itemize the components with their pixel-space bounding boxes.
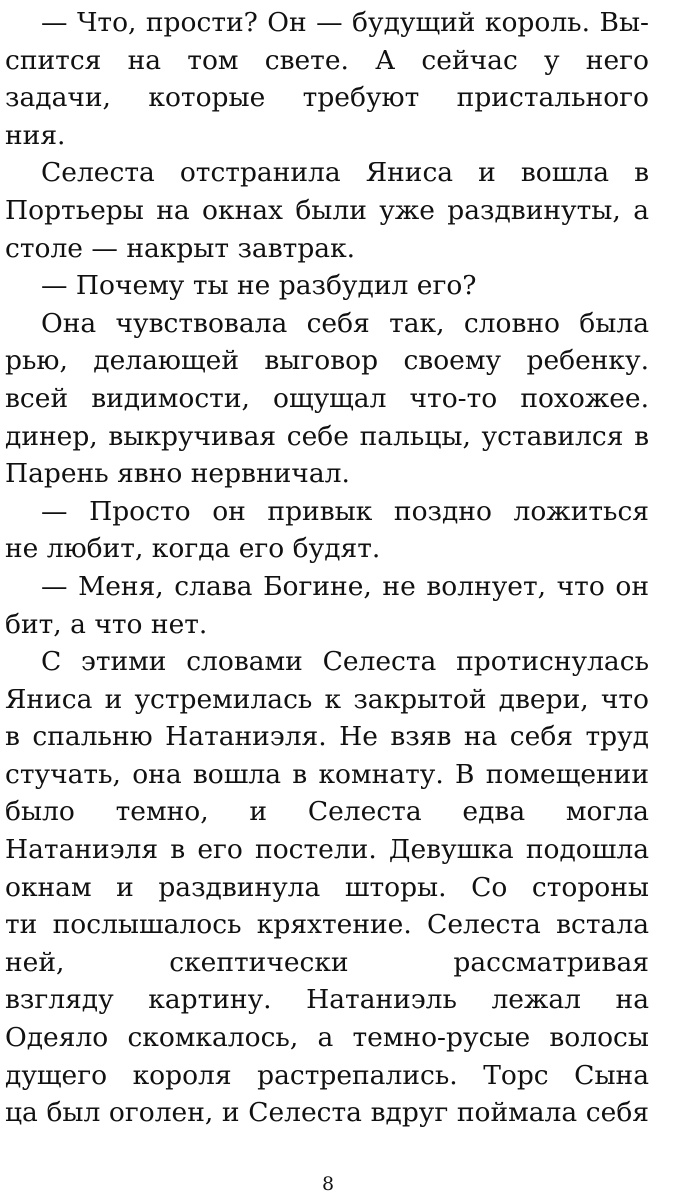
text-line: Парень явно нервничал. <box>5 458 350 490</box>
text-line: Селеста отстранила Яниса и вошла в <box>41 157 649 189</box>
text-line: всей видимости, ощущал что-то похожее. <box>5 382 649 414</box>
text-line: Она чувствовала себя так, словно была <box>41 307 649 339</box>
text-line: динер, выкручивая себе пальцы, уставился в <box>5 420 649 452</box>
text-line: — Меня, слава Богине, не волнует, что он <box>41 570 649 602</box>
text-line: не любит, когда его будят. <box>5 533 381 565</box>
text-line: столе — накрыт завтрак. <box>5 232 356 264</box>
text-line: Натаниэля в его постели. Девушка подошла <box>5 834 649 866</box>
text-line: С этими словами Селеста протиснулась <box>41 646 649 678</box>
text-line: рью, делающей выговор своему ребенку. <box>5 345 649 377</box>
text-line: ния. <box>5 119 66 151</box>
text-line: ней, скептически рассматривая <box>5 946 649 978</box>
text-line: ти послышалось кряхтение. Селеста встала <box>5 909 649 941</box>
text-line: — Почему ты не разбудил его? <box>41 270 477 302</box>
text-line: окнам и раздвинула шторы. Со стороны <box>5 871 649 903</box>
text-line: было темно, и Селеста едва могла <box>5 796 649 828</box>
text-line: в спальню Натаниэля. Не взяв на себя труд <box>5 721 649 753</box>
text-line: Одеяло скомкалось, а темно-русые волосы <box>5 1022 649 1054</box>
page-number: 8 <box>321 1173 335 1195</box>
text-line: взгляду картину. Натаниэль лежал на <box>5 984 649 1016</box>
text-line: задачи, которые требуют пристального <box>5 82 649 114</box>
text-line: Портьеры на окнах были уже раздвинуты, а <box>5 194 649 226</box>
text-line: бит, а что нет. <box>5 608 208 640</box>
text-line: Яниса и устремилась к закрытой двери, что <box>5 683 649 715</box>
text-line: стучать, она вошла в комнату. В помещении <box>5 758 649 790</box>
text-line: — Что, прости? Он — будущий король. Вы- <box>41 7 649 38</box>
text-line: спится на том свете. А сейчас у него <box>5 44 649 76</box>
text-line: дущего короля растрепались. Торс Сына <box>5 1059 649 1091</box>
body-text <box>5 4 649 1132</box>
text-line: — Просто он привык поздно ложиться <box>41 495 649 527</box>
text-line: ца был оголен, и Селеста вдруг поймала себя <box>5 1097 649 1129</box>
